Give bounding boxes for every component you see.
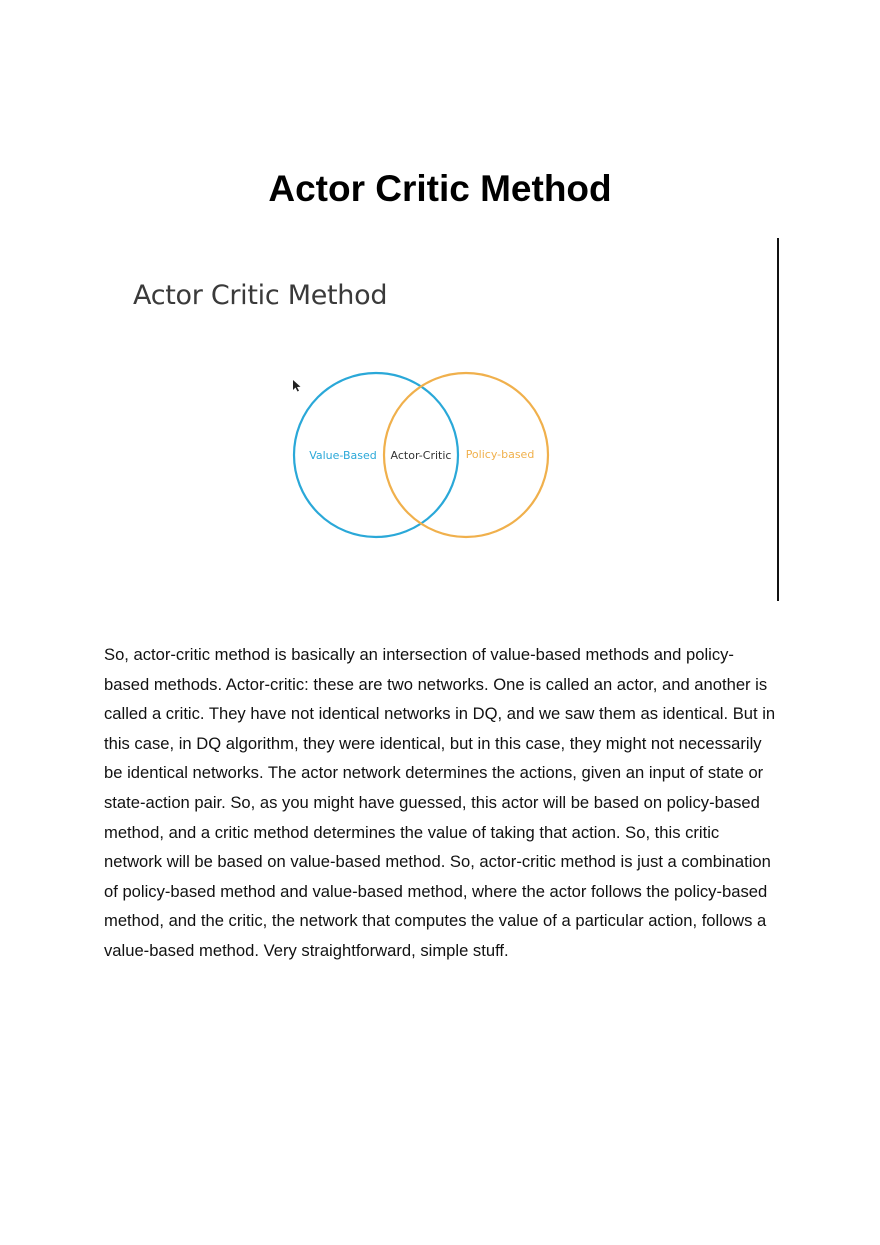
venn-diagram	[104, 238, 778, 600]
body-paragraph: So, actor-critic method is basically an intersection of value-based methods and policy-based methods. Actor-critic: these are two networks. One is called an actor, and another is called a critic. They have not identical networks in DQ, and we saw them as identical. But in this case, in DQ algorithm, they were identical, but in this case, they might not necessarily be identical networks. The actor network determines the actions, given an input of state or state-action pair. So, as you might have guessed, this actor will be based on policy-based method, and a critic method determines the value of taking that action. So, this critic network will be based on value-based method. So, actor-critic method is just a combination of policy-based method and value-based method, where the actor follows the policy-based method, and the critic, the network that computes the value of a particular action, follows a value-based method. Very straightforward, simple stuff.	[104, 645, 776, 960]
cursor-icon	[293, 380, 301, 392]
value-based-label: Value-Based	[309, 449, 377, 462]
slide-image	[104, 238, 778, 600]
slide-title: Actor Critic Method	[133, 280, 388, 311]
policy-based-label: Policy-based	[465, 448, 535, 461]
slide-edge-line	[777, 238, 779, 601]
page-title: Actor Critic Method	[268, 168, 612, 209]
actor-critic-label: Actor-Critic	[390, 449, 452, 462]
